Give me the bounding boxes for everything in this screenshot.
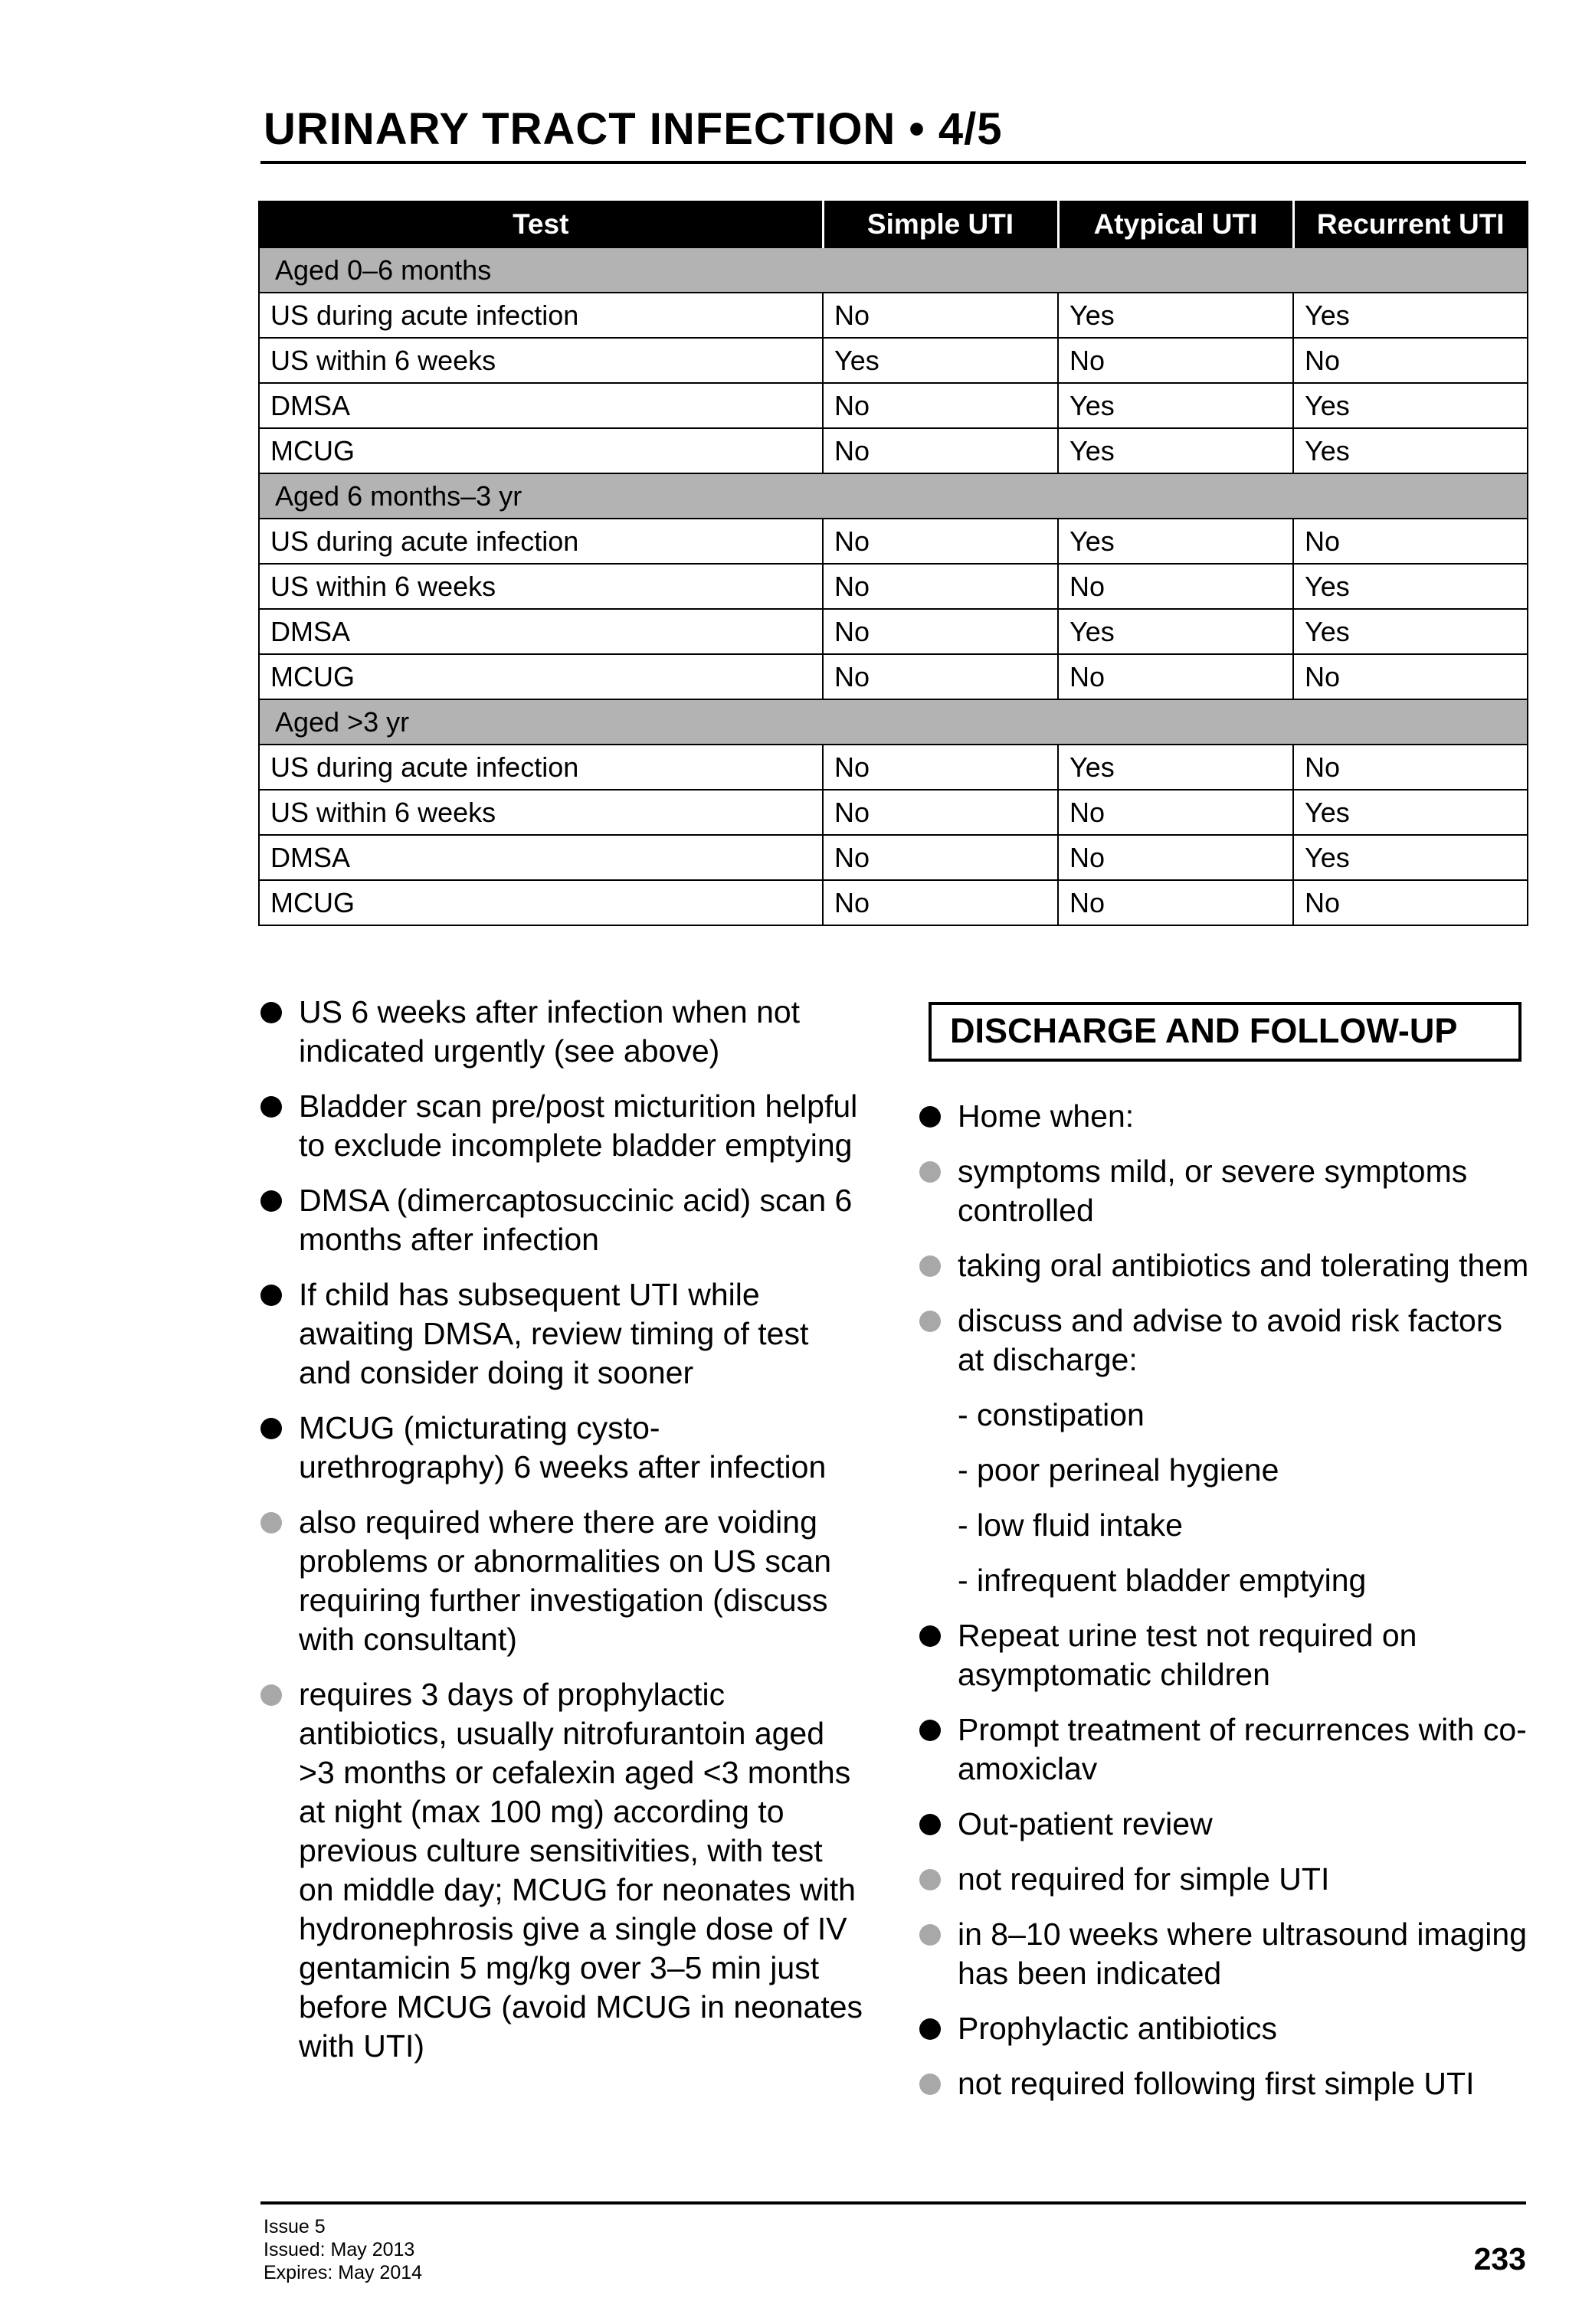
- test-name-cell: US within 6 weeks: [259, 790, 823, 835]
- list-item: [260, 1675, 866, 2066]
- test-name-cell: US during acute infection: [259, 293, 823, 338]
- test-name-cell: MCUG: [259, 880, 823, 925]
- age-group-label: Aged >3 yr: [259, 699, 1528, 745]
- header-simple-uti: Simple UTI: [823, 201, 1058, 247]
- table-row: [259, 383, 1528, 428]
- indication-cell: No: [823, 745, 1058, 790]
- list-item-text: DMSA (dimercaptosuccinic acid) scan 6 months after infection: [299, 1183, 853, 1257]
- list-item: [919, 1915, 1532, 1993]
- indication-cell: Yes: [1293, 835, 1528, 880]
- test-name-cell: US within 6 weeks: [259, 338, 823, 383]
- bullet-black-icon: [260, 1096, 282, 1118]
- bullet-black-icon: [260, 1002, 282, 1023]
- indication-cell: No: [823, 609, 1058, 654]
- age-group-row: [259, 699, 1528, 745]
- bullet-grey-icon: [919, 1255, 941, 1277]
- indication-cell: Yes: [1058, 745, 1293, 790]
- bullet-black-icon: [919, 2018, 941, 2040]
- bullet-black-icon: [919, 1106, 941, 1128]
- indication-cell: No: [1058, 654, 1293, 699]
- indication-cell: No: [823, 428, 1058, 473]
- imaging-tests-table: [258, 201, 1528, 926]
- list-item-text: Bladder scan pre/post micturition helpful to exclude incomplete bladder emptying: [299, 1088, 858, 1163]
- indication-cell: Yes: [1293, 428, 1528, 473]
- test-name-cell: DMSA: [259, 383, 823, 428]
- indication-cell: No: [823, 564, 1058, 609]
- list-item: [260, 1409, 866, 1487]
- list-item: [919, 2009, 1532, 2048]
- list-item-text: Home when:: [958, 1098, 1135, 1134]
- indication-cell: No: [823, 293, 1058, 338]
- indication-cell: No: [823, 835, 1058, 880]
- indication-cell: No: [1293, 338, 1528, 383]
- list-item-text: MCUG (micturating cysto-urethrography) 6 weeks after infection: [299, 1410, 827, 1484]
- right-column: [919, 993, 1532, 2119]
- list-item-text: Out-patient review: [958, 1806, 1213, 1841]
- bullet-black-icon: [260, 1418, 282, 1439]
- list-item: [260, 1275, 866, 1393]
- test-name-cell: MCUG: [259, 428, 823, 473]
- table-row: [259, 428, 1528, 473]
- list-item-text: discuss and advise to avoid risk factors at discharge:: [958, 1303, 1502, 1377]
- list-item-text: not required following first simple UTI: [958, 2066, 1475, 2101]
- bullet-grey-icon: [919, 1311, 941, 1332]
- list-item-text: Prompt treatment of recurrences with co-amoxiclav: [958, 1712, 1527, 1786]
- bullet-grey-icon: [260, 1512, 282, 1534]
- list-item-text: in 8–10 weeks where ultrasound imaging has been indicated: [958, 1916, 1528, 1991]
- indication-cell: No: [823, 880, 1058, 925]
- table-row: [259, 790, 1528, 835]
- issued-date: Issued: May 2013: [264, 2239, 415, 2260]
- test-name-cell: US during acute infection: [259, 745, 823, 790]
- title-divider: [260, 161, 1526, 164]
- indication-cell: Yes: [1058, 428, 1293, 473]
- list-item: [919, 1246, 1532, 1285]
- list-item-text: - constipation: [958, 1397, 1145, 1432]
- discharge-list: [919, 1097, 1532, 2103]
- table-row: [259, 745, 1528, 790]
- bullet-black-icon: [260, 1190, 282, 1212]
- table-header-row: [259, 201, 1528, 247]
- list-item: [919, 1561, 1532, 1600]
- indication-cell: No: [823, 383, 1058, 428]
- age-group-row: [259, 247, 1528, 293]
- indication-cell: No: [823, 519, 1058, 564]
- indication-cell: No: [1293, 745, 1528, 790]
- page-number: 233: [1473, 2241, 1526, 2277]
- list-item: [919, 1860, 1532, 1899]
- table-body: [259, 247, 1528, 925]
- list-item: [919, 1506, 1532, 1545]
- list-item-text: Prophylactic antibiotics: [958, 2011, 1278, 2046]
- bullet-black-icon: [919, 1814, 941, 1835]
- bullet-grey-icon: [919, 1161, 941, 1183]
- list-item-text: - poor perineal hygiene: [958, 1452, 1279, 1488]
- list-item-text: not required for simple UTI: [958, 1861, 1330, 1897]
- indication-cell: No: [823, 790, 1058, 835]
- indication-cell: Yes: [1058, 609, 1293, 654]
- test-name-cell: US during acute infection: [259, 519, 823, 564]
- table-row: [259, 338, 1528, 383]
- investigation-notes-list: [260, 993, 866, 2066]
- indication-cell: No: [1058, 880, 1293, 925]
- header-recurrent-uti: Recurrent UTI: [1293, 201, 1528, 247]
- list-item: [919, 1710, 1532, 1789]
- table-row: [259, 654, 1528, 699]
- age-group-row: [259, 473, 1528, 519]
- age-group-label: Aged 6 months–3 yr: [259, 473, 1528, 519]
- bullet-grey-icon: [919, 1869, 941, 1890]
- list-item: [919, 1805, 1532, 1844]
- list-item-text: also required where there are voiding problems or abnormalities on US scan requiring further investigation (discuss with consultant): [299, 1504, 832, 1657]
- indication-cell: Yes: [1293, 564, 1528, 609]
- list-item: [919, 1396, 1532, 1435]
- bullet-grey-icon: [260, 1684, 282, 1706]
- indication-cell: No: [1293, 654, 1528, 699]
- table-row: [259, 293, 1528, 338]
- indication-cell: Yes: [823, 338, 1058, 383]
- header-test: Test: [259, 201, 823, 247]
- list-item: [919, 1301, 1532, 1380]
- list-item: [919, 1152, 1532, 1230]
- age-group-label: Aged 0–6 months: [259, 247, 1528, 293]
- indication-cell: No: [823, 654, 1058, 699]
- bullet-grey-icon: [919, 2074, 941, 2095]
- page-title: URINARY TRACT INFECTION • 4/5: [264, 104, 1003, 154]
- list-item-text: requires 3 days of prophylactic antibiotics, usually nitrofurantoin aged >3 months or cefalexin aged <3 months at night (max 100 mg) according to previous culture sensitivities, with test on middle day; MCUG for neonates with hydronephrosis give a single dose of IV gentamicin 5 mg/kg over 3–5 min just before MCUG (avoid MCUG in neonates with UTI): [299, 1677, 863, 2064]
- list-item: [260, 1503, 866, 1659]
- indication-cell: No: [1058, 564, 1293, 609]
- left-column: [260, 993, 866, 2082]
- discharge-heading: DISCHARGE AND FOLLOW-UP: [929, 1002, 1522, 1062]
- list-item: [919, 1451, 1532, 1490]
- test-name-cell: DMSA: [259, 609, 823, 654]
- indication-cell: Yes: [1058, 383, 1293, 428]
- list-item: [260, 1087, 866, 1165]
- indication-cell: Yes: [1293, 790, 1528, 835]
- table-row: [259, 564, 1528, 609]
- header-atypical-uti: Atypical UTI: [1058, 201, 1293, 247]
- test-name-cell: US within 6 weeks: [259, 564, 823, 609]
- indication-cell: No: [1293, 519, 1528, 564]
- bullet-grey-icon: [919, 1924, 941, 1946]
- indication-cell: No: [1293, 880, 1528, 925]
- list-item-text: - low fluid intake: [958, 1507, 1183, 1543]
- issue-number: Issue 5: [264, 2216, 326, 2237]
- indication-cell: Yes: [1293, 293, 1528, 338]
- list-item-text: - infrequent bladder emptying: [958, 1563, 1367, 1598]
- list-item: [260, 993, 866, 1071]
- footer-divider: [260, 2201, 1526, 2205]
- list-item: [919, 1097, 1532, 1136]
- indication-cell: Yes: [1058, 519, 1293, 564]
- table-row: [259, 609, 1528, 654]
- indication-cell: Yes: [1293, 383, 1528, 428]
- list-item-text: symptoms mild, or severe symptoms controlled: [958, 1154, 1468, 1228]
- bullet-black-icon: [260, 1285, 282, 1306]
- indication-cell: Yes: [1058, 293, 1293, 338]
- list-item: [919, 2064, 1532, 2103]
- test-name-cell: MCUG: [259, 654, 823, 699]
- indication-cell: No: [1058, 835, 1293, 880]
- table-row: [259, 519, 1528, 564]
- bullet-black-icon: [919, 1625, 941, 1647]
- table-row: [259, 835, 1528, 880]
- list-item: [260, 1181, 866, 1259]
- indication-cell: No: [1058, 338, 1293, 383]
- footer-meta: [264, 2215, 422, 2284]
- test-name-cell: DMSA: [259, 835, 823, 880]
- expires-date: Expires: May 2014: [264, 2262, 423, 2283]
- table-row: [259, 880, 1528, 925]
- list-item-text: US 6 weeks after infection when not indicated urgently (see above): [299, 994, 801, 1069]
- list-item-text: taking oral antibiotics and tolerating them: [958, 1248, 1529, 1283]
- list-item-text: If child has subsequent UTI while awaiting DMSA, review timing of test and consider doing it sooner: [299, 1277, 809, 1390]
- indication-cell: Yes: [1293, 609, 1528, 654]
- list-item-text: Repeat urine test not required on asymptomatic children: [958, 1618, 1417, 1692]
- list-item: [919, 1616, 1532, 1694]
- bullet-black-icon: [919, 1720, 941, 1741]
- indication-cell: No: [1058, 790, 1293, 835]
